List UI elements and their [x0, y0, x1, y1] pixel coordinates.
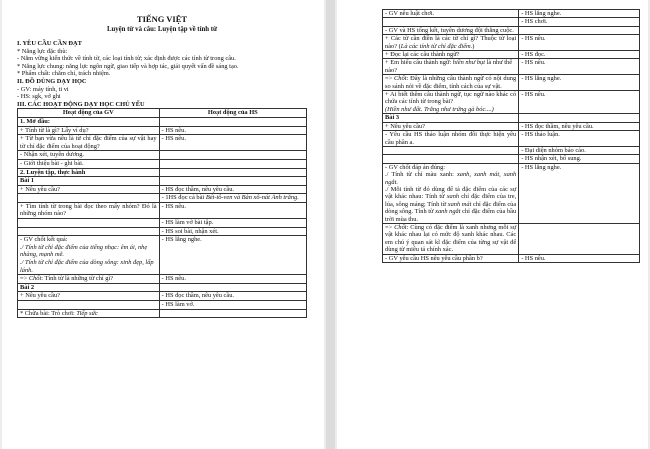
table-cell-student: - HS nêu. — [159, 202, 306, 218]
table-cell-student: - HS đọc thầm, nêu yêu cầu. — [519, 122, 640, 130]
table-cell-teacher: + Tính từ là gì? Lấy ví dụ? — [18, 126, 160, 135]
table-cell-teacher: - GV nêu luật chơi. — [383, 10, 519, 18]
page-gutter — [326, 0, 335, 449]
table-cell-student: - HS nêu. — [519, 254, 640, 262]
table-cell-student: - HS lắng nghe. — [519, 10, 640, 18]
table-row-heading: Bài 2 — [18, 283, 160, 292]
table-cell-teacher: - GV và HS tổng kết, tuyên dương đội thắng cuộc. — [383, 26, 519, 34]
table-cell-teacher: + Ai biết thêm câu thành ngữ, tục ngữ nào khác có chứa các tính từ trong bài? (Hiền như đất. Trắng như trứng gà bóc....) — [383, 91, 519, 114]
table-cell-student: - HS lắng nghe. — [519, 163, 640, 223]
table-cell-student: - Đại diện nhóm báo cáo. — [519, 146, 640, 154]
table-cell-student: - HS nhận xét, bổ sung. — [519, 155, 640, 163]
activities-table-right — [382, 9, 640, 263]
table-cell-teacher: - GV chốt kết quả: ./ Tính từ chỉ đặc điểm của tiếng nhạc: êm ái, nhẹ nhàng, mạnh mẽ. ./ Tính từ chỉ đặc điểm của dòng sông: xinh đẹp, lấp lánh. — [18, 236, 160, 275]
table-cell-teacher: + Nêu yêu cầu? — [18, 292, 160, 301]
table-cell-student: - HS nêu. — [159, 275, 306, 284]
table-cell-teacher: => Chốt: Đây là những câu thành ngữ có nội dung so sánh nói về đặc điểm, tính cách của sự vật. — [383, 75, 519, 91]
table-row-heading: 2. Luyện tập, thực hành — [18, 168, 160, 177]
document-page-left — [2, 0, 324, 449]
lesson-subject: TIẾNG VIỆT — [136, 14, 188, 24]
table-cell-student: - HS thảo luận. — [519, 131, 640, 147]
table-cell-student: - HS nêu. — [519, 91, 640, 114]
table-cell-teacher: + Đọc lại các câu thành ngữ? — [383, 51, 519, 59]
table-cell-student: - HS nêu. — [519, 35, 640, 51]
text-line: * Năng lực đặc thù: — [17, 47, 68, 55]
section-materials: II. ĐỒ DÙNG DẠY HỌC — [17, 77, 87, 85]
table-cell-student: - HS nêu. — [519, 59, 640, 75]
table-cell-student: - HS lắng nghe. — [159, 236, 306, 275]
text-line: * Năng lực chung: năng lực ngôn ngữ, giao tiếp và hợp tác, giải quyết vấn đề sáng tạo. — [17, 62, 239, 70]
text-line: * Phẩm chất: chăm chỉ, trách nhiệm. — [17, 70, 111, 78]
table-cell-teacher: - Yêu cầu HS thảo luận nhóm đôi thực hiện yêu cầu phần a. — [383, 131, 519, 147]
activities-table-left — [17, 108, 307, 318]
table-cell-teacher: + Các từ cần điền là các từ chỉ gì? Thuộc từ loại nào? (Là các tính từ chỉ đặc điểm.) — [383, 35, 519, 51]
text-line: - GV: máy tính, ti vi — [17, 85, 69, 93]
table-cell-teacher: + Từ bạn vừa nêu là từ chỉ đặc điểm của sự vật hay từ chỉ đặc điểm của hoạt động? — [18, 135, 160, 151]
table-cell-teacher: + Nêu yêu cầu? — [383, 122, 519, 130]
column-header-student: Hoạt động của HS — [159, 109, 306, 118]
table-cell-teacher: + Nêu yêu cầu? — [18, 185, 160, 194]
text-line: - HS: sgk, vở ghi — [17, 93, 61, 101]
table-cell-teacher: - Nhận xét, tuyên dương. — [18, 151, 160, 160]
table-cell-teacher: + Tìm tính từ trong bài đọc theo mấy nhóm? Đó là những nhóm nào? — [18, 202, 160, 218]
lesson-title: Luyện từ và câu: Luyện tập về tính từ — [106, 26, 218, 33]
table-cell-student: - 1HS đọc cả bài Bét-tô-ven và Bản xô-nát Ánh trăng. — [159, 194, 306, 203]
table-cell-teacher: * Chữa bài: Trò chơi: Tiếp sức — [18, 309, 160, 318]
table-cell-teacher: - GV chốt đáp án đúng: ./ Tính từ chỉ màu xanh: xanh, xanh mát, xanh ngắt. ./ Mỗi tính từ đó dùng để tả đặc điểm của các sự vật khác nhau: Tính từ xanh chỉ đặc điểm của tre, lúa, sông máng; Tính từ xanh mát chỉ đặc điểm của dòng sông. Tính từ xanh ngắt chỉ đặc điểm của bầu trời mùa thu. — [383, 163, 519, 223]
table-cell-student: - HS nêu. — [159, 126, 306, 135]
table-cell-student: - HS làm vở. — [159, 301, 306, 310]
section-objectives: I. YÊU CẦU CẦN ĐẠT — [17, 40, 82, 47]
table-row-heading: 1. Mở đầu: — [18, 117, 160, 126]
table-cell-student: - HS chơi. — [519, 18, 640, 26]
table-cell-student: - HS đọc. — [519, 51, 640, 59]
table-cell-teacher: => Chốt: Tính từ là những từ chỉ gì? — [18, 275, 160, 284]
table-row-heading: Bài 1 — [18, 177, 160, 186]
table-cell-student: - HS soi bài, nhận xét. — [159, 227, 306, 236]
table-cell-teacher: - GV yêu cầu HS nêu yêu cầu phần b? — [383, 254, 519, 262]
table-cell-student: - HS làm vở bài tập. — [159, 219, 306, 228]
table-cell-teacher: - Giới thiệu bài - ghi bài. — [18, 159, 160, 168]
table-cell-teacher: + Em hiểu câu thành ngữ: hiền như bụt là như thế nào? — [383, 59, 519, 75]
document-page-right — [337, 0, 648, 449]
column-header-teacher: Hoạt động của GV — [18, 109, 160, 118]
table-cell-teacher: => Chốt: Cùng có đặc điểm là xanh nhưng mỗi sự vật khác nhau lại có mức độ xanh khác nhau. Các em chú ý quan sát kĩ đặc điểm của từng sự vật để dùng từ miêu tả chính xác. — [383, 223, 519, 254]
table-cell-student: - HS đọc thầm, nêu yêu cầu. — [159, 292, 306, 301]
table-cell-student: - HS đọc thầm, nêu yêu cầu. — [159, 185, 306, 194]
section-activities: III. CÁC HOẠT ĐỘNG DẠY HỌC CHỦ YẾU — [17, 100, 145, 108]
table-row-heading: Bài 3 — [383, 114, 519, 122]
text-line: - Nắm vững kiến thức về tính từ, các loại tính từ; xác định được các tính từ trong câu. — [17, 55, 236, 63]
table-cell-student: - HS nêu. — [159, 135, 306, 151]
table-cell-student: - HS lắng nghe. — [519, 75, 640, 91]
